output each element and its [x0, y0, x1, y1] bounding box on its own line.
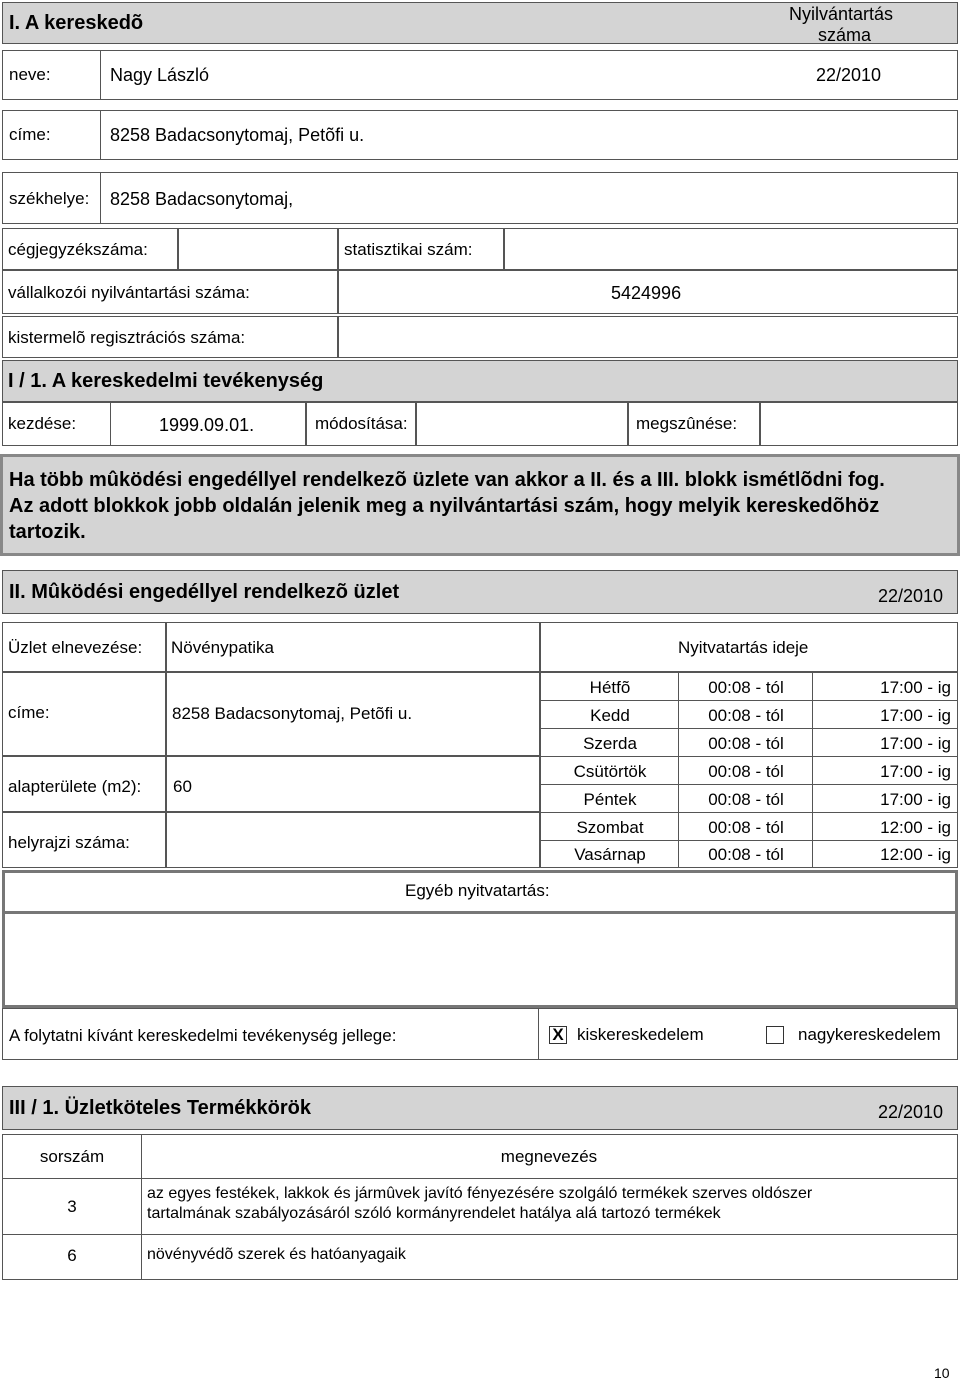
- section3-header: [2, 1086, 958, 1130]
- section2-header: [2, 570, 958, 614]
- hours-from: 00:08 - tól: [708, 818, 784, 837]
- product-number: 3: [67, 1197, 77, 1216]
- end-label-box: [628, 402, 760, 446]
- product-row: [3, 1235, 957, 1279]
- hours-row: [541, 841, 957, 867]
- reg-number-label-1: Nyilvántartás: [789, 4, 894, 24]
- entrepreneur-label-box: [2, 270, 338, 314]
- hours-from: 00:08 - tól: [708, 790, 784, 809]
- start-label: kezdése:: [8, 414, 77, 433]
- shop-address-value: 8258 Badacsonytomaj, Petõfi u.: [172, 704, 413, 723]
- section2-reg-number: 22/2010: [878, 586, 944, 606]
- section3-reg-number: 22/2010: [878, 1102, 944, 1122]
- seat-value: 8258 Badacsonytomaj,: [110, 189, 294, 209]
- hours-from: 00:08 - tól: [708, 845, 784, 864]
- activity-type-label: A folytatni kívánt kereskedelmi tevékenység jellege:: [9, 1026, 397, 1045]
- other-hours-label: Egyéb nyitvatartás:: [405, 881, 550, 900]
- retail-checkbox[interactable]: X: [549, 1026, 567, 1044]
- opening-hours-table: [540, 672, 958, 868]
- product-number: 6: [67, 1246, 77, 1265]
- end-label: megszûnése:: [636, 414, 738, 433]
- address-value: 8258 Badacsonytomaj, Petõfi u.: [110, 125, 365, 145]
- seat-value-box: [100, 172, 958, 224]
- hours-from: 00:08 - tól: [708, 762, 784, 781]
- hours-row: [541, 785, 957, 813]
- hours-from: 00:08 - tól: [708, 706, 784, 725]
- start-value: 1999.09.01.: [159, 415, 255, 435]
- company-reg-value-box: [178, 228, 338, 270]
- hours-to: 12:00 - ig: [880, 818, 951, 837]
- address-label: címe:: [9, 125, 51, 144]
- section2-title: II. Mûködési engedéllyel rendelkezõ üzlet: [9, 581, 400, 603]
- retail-label: kiskereskedelem: [577, 1025, 704, 1044]
- shop-address-label: címe:: [8, 703, 50, 722]
- modify-label-box: [306, 402, 416, 446]
- reg-number-label-2: száma: [818, 25, 872, 45]
- area-label: alapterülete (m2):: [8, 777, 142, 796]
- hours-day: Szombat: [576, 818, 644, 837]
- producer-value-box: [338, 316, 958, 358]
- opening-header-box: [540, 622, 958, 672]
- seat-label: székhelye:: [9, 189, 90, 208]
- name-value-box: [100, 50, 958, 100]
- opening-header: Nyitvatartás ideje: [678, 638, 809, 657]
- area-value: 60: [173, 777, 192, 796]
- company-reg-label: cégjegyzékszáma:: [8, 240, 148, 259]
- hours-day: Hétfõ: [589, 678, 631, 697]
- parcel-label: helyrajzi száma:: [8, 833, 130, 852]
- hours-row: [541, 729, 957, 757]
- shop-address-label-box: [2, 672, 166, 756]
- notice-text: Ha több mûködési engedéllyel rendelkezõ üzlete van akkor a II. és a III. blokk ismétlõdni fog. Az adott blokkok jobb oldalán jelenik meg a nyilvántartási szám, hogy melyik kereskedõhöz tartozik.: [9, 469, 885, 543]
- product-name-line1: az egyes festékek, lakkok és jármûvek javító fényezésére szolgáló termékek szerves oldószer: [147, 1185, 813, 1202]
- start-value-box: [110, 402, 306, 446]
- area-label-box: [2, 756, 166, 812]
- hours-to: 17:00 - ig: [880, 706, 951, 725]
- section3-title: III / 1. Üzletköteles Termékkörök: [9, 1097, 311, 1119]
- notice-box: [0, 454, 960, 556]
- shop-address-value-box: [166, 672, 540, 756]
- shop-name-label-box: [2, 622, 166, 672]
- hours-day: Vasárnap: [574, 845, 646, 864]
- entrepreneur-label: vállalkozói nyilvántartási száma:: [8, 283, 250, 302]
- hours-row: [541, 757, 957, 785]
- hours-from: 00:08 - tól: [708, 678, 784, 697]
- wholesale-label: nagykereskedelem: [798, 1025, 941, 1044]
- products-table: [2, 1134, 958, 1280]
- address-value-box: [100, 110, 958, 160]
- hours-day: Csütörtök: [573, 762, 647, 781]
- other-hours-box: [2, 870, 958, 1008]
- hours-day: Péntek: [583, 790, 637, 809]
- product-name-line2: tartalmának szabályozásáról szóló kormányrendelet hatálya alá tartozó termékek: [147, 1205, 721, 1222]
- modify-value-box: [416, 402, 628, 446]
- hours-row: [541, 813, 957, 841]
- shop-name-value-box: [166, 622, 540, 672]
- other-hours-field: [5, 911, 955, 1005]
- producer-label-box: [2, 316, 338, 358]
- hours-from: 00:08 - tól: [708, 734, 784, 753]
- hours-day: Kedd: [590, 706, 630, 725]
- page-number: 10: [934, 1365, 950, 1381]
- modify-label: módosítása:: [315, 414, 408, 433]
- shop-name-value: Növénypatika: [171, 638, 275, 657]
- hours-to: 17:00 - ig: [880, 678, 951, 697]
- hours-day: Szerda: [583, 734, 637, 753]
- section1-header: [2, 2, 958, 44]
- hours-row: [541, 673, 957, 701]
- activity-options-box: [538, 1008, 958, 1060]
- producer-label: kistermelõ regisztrációs száma:: [8, 328, 246, 347]
- entrepreneur-value-box: [338, 270, 958, 314]
- stat-label: statisztikai szám:: [344, 240, 473, 259]
- shop-name-label: Üzlet elnevezése:: [8, 638, 143, 657]
- product-row: [3, 1179, 957, 1235]
- col-name-header: megnevezés: [500, 1147, 598, 1166]
- section1-title: I. A kereskedõ: [9, 12, 144, 34]
- hours-to: 17:00 - ig: [880, 734, 951, 753]
- hours-to: 17:00 - ig: [880, 762, 951, 781]
- col-number-header: sorszám: [39, 1147, 105, 1166]
- parcel-label-box: [2, 812, 166, 868]
- stat-value-box: [504, 228, 958, 270]
- products-header-row: [3, 1135, 957, 1179]
- section1-1-title: I / 1. A kereskedelmi tevékenység: [8, 370, 324, 392]
- name-value: Nagy László: [110, 65, 210, 85]
- reg-number-value: 22/2010: [816, 65, 882, 85]
- product-name-line1: növényvédõ szerek és hatóanyagaik: [147, 1246, 406, 1263]
- section1-1-header: [2, 360, 958, 402]
- hours-row: [541, 701, 957, 729]
- end-value-box: [760, 402, 958, 446]
- hours-to: 12:00 - ig: [880, 845, 951, 864]
- name-label: neve:: [9, 65, 51, 84]
- wholesale-checkbox[interactable]: [766, 1026, 784, 1044]
- stat-label-box: [338, 228, 504, 270]
- company-reg-label-box: [2, 228, 178, 270]
- entrepreneur-value: 5424996: [611, 283, 682, 303]
- parcel-value-box: [166, 812, 540, 868]
- area-value-box: [166, 756, 540, 812]
- hours-to: 17:00 - ig: [880, 790, 951, 809]
